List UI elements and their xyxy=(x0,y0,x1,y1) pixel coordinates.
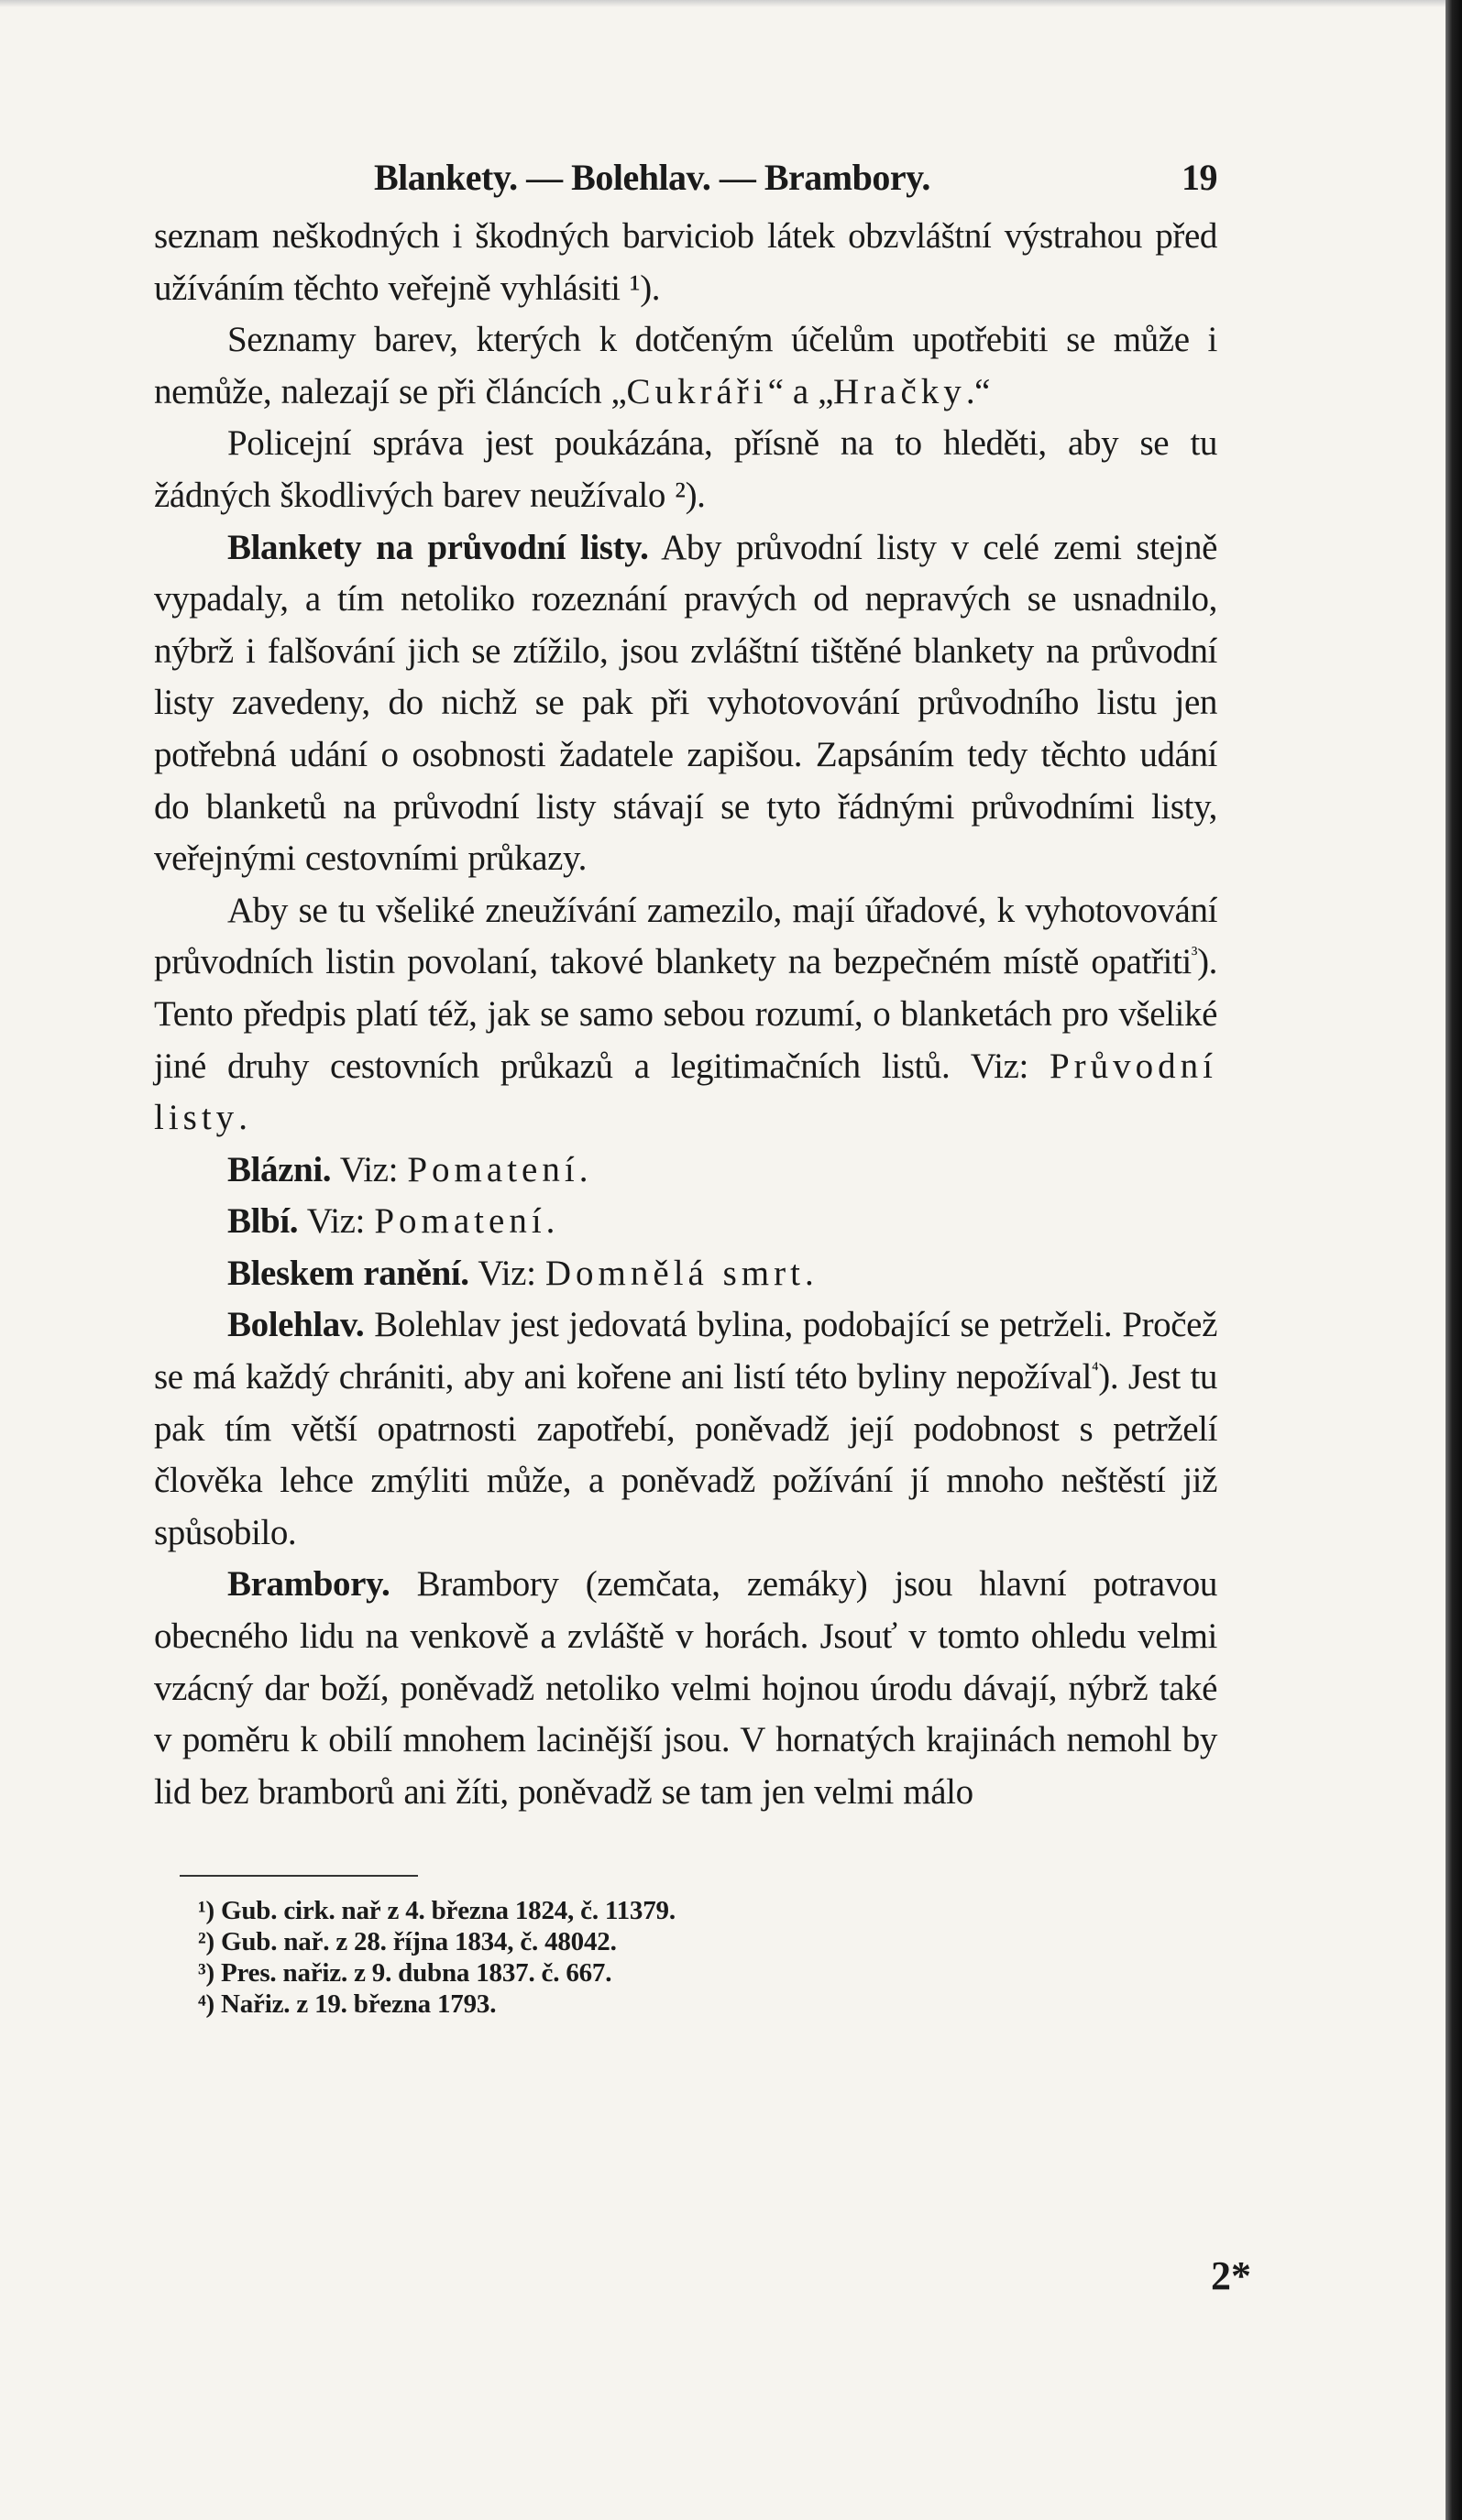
headword-blbi: Blbí. xyxy=(227,1201,299,1242)
footnote-mark: ³) xyxy=(198,1958,214,1989)
page-right-edge-shadow xyxy=(1446,0,1462,2520)
paragraph-2-connector: “ a „ xyxy=(767,371,834,411)
entry-blankety-text: Aby průvodní listy v celé zemi stejně vypadaly, a tím netoliko rozeznání pravých od nepravých se usnadnilo, nýbrž i falšování jich se ztížilo, jsou zvláštní tištěné blankety na průvodní listy zavedeny, do nichž se pak při vyhotovování průvodního listu jen potřebná udání o osobnosti žadatele zapišou. Zapsáním tedy těchto udání do blanketů na průvodní listy stávají se tyto řádnými průvodními listy, veřejnými cestovními průkazy. xyxy=(154,527,1217,879)
footnote-4 xyxy=(198,1989,1217,2020)
paragraph-2-text: Seznamy barev, kterých k dotčeným účelům upotřebiti se může i nemůže, nalezají se při článcích „ xyxy=(154,320,1217,411)
footnote-mark: ¹) xyxy=(198,1896,214,1926)
entry-bleskem-viz: Viz: xyxy=(478,1253,545,1293)
entry-blazni xyxy=(154,1145,1217,1197)
paragraph-3-text: Policejní správa jest poukázána, přísně na to hleděti, aby se tu žádných škodlivých barev neužívalo ²). xyxy=(154,423,1217,515)
entry-bolehlav-text-a: Bolehlav jest jedovatá bylina, podobající se petrželi. Pročež se má každý chrániti, aby ani kořene ani listí této byliny nepožíval xyxy=(154,1305,1217,1397)
headword-brambory: Brambory. xyxy=(227,1564,390,1605)
footnote-1 xyxy=(198,1895,1217,1926)
footnote-ref-4: ⁴ xyxy=(1091,1357,1099,1381)
crossref-cukrari: Cukráři xyxy=(626,371,768,411)
running-head-title: Blankety. — Bolehlav. — Brambory. xyxy=(374,157,930,198)
headword-bleskem-raneni: Bleskem ranění. xyxy=(227,1253,469,1293)
entry-blbi-viz: Viz: xyxy=(306,1201,375,1242)
entry-bleskem-end: . xyxy=(804,1253,814,1293)
entry-blazni-end: . xyxy=(578,1149,588,1189)
crossref-domnela-smrt: Domnělá smrt xyxy=(544,1253,805,1293)
headword-blazni: Blázni. xyxy=(227,1149,332,1189)
crossref-pruvodni-listy: Průvodní listy xyxy=(154,1046,1217,1138)
footnotes xyxy=(198,1895,1217,2020)
entry-blbi-end: . xyxy=(545,1201,555,1242)
crossref-pomateni-1: Pomatení xyxy=(407,1149,579,1189)
entry-bolehlav xyxy=(154,1299,1217,1559)
footnote-text: Gub. cirk. nař z 4. března 1824, č. 11379. xyxy=(221,1896,676,1926)
entry-bleskem-raneni xyxy=(154,1248,1217,1300)
paragraph-3 xyxy=(154,418,1217,521)
paragraph-5-text-a: Aby se tu všeliké zneužívání zamezilo, mají úřadové, k vyhotovování průvodních listin povolaní, takové blankety na bezpečném místě opatřiti xyxy=(154,890,1217,982)
running-head xyxy=(154,147,1217,202)
paragraph-5 xyxy=(154,885,1217,1145)
footnote-text: Nařiz. z 19. března 1793. xyxy=(221,1989,497,2020)
paragraph-1-text: seznam neškodných i škodných barviciob látek obzvláštní výstrahou před užíváním těchto veřejně vyhlásiti ¹). xyxy=(154,216,1217,308)
headword-blankety: Blankety na průvodní listy. xyxy=(227,527,649,567)
body-text xyxy=(154,211,1217,1818)
footnote-3 xyxy=(198,1957,1217,1989)
paragraph-2-end: .“ xyxy=(965,371,991,411)
footnote-2 xyxy=(198,1926,1217,1957)
entry-brambory xyxy=(154,1559,1217,1818)
footnote-mark: ²) xyxy=(198,1927,214,1957)
entry-brambory-text: Brambory (zemčata, zemáky) jsou hlavní potravou obecného lidu na venkově a zvláště v horách. Jsouť v tomto ohledu velmi vzácný dar boží, poněvadž netoliko velmi hojnou úrodu dávají, nýbrž také v poměru k obilí mnohem lacinější jsou. V hornatých krajinách nemohl by lid bez bramborů ani žíti, poněvadž se tam jen velmi málo xyxy=(154,1564,1218,1812)
footnote-text: Pres. nařiz. z 9. dubna 1837. č. 667. xyxy=(221,1958,612,1989)
paragraph-5-end: . xyxy=(238,1098,247,1138)
book-page xyxy=(154,147,1217,2020)
entry-blbi xyxy=(154,1196,1217,1248)
paragraph-5-text-b: ). Tento předpis platí též, jak se samo sebou rozumí, o blanketách pro všeliké jiné druhy cestovních průkazů a legitimačních listů. Viz: xyxy=(154,942,1217,1086)
footnote-mark: ⁴) xyxy=(198,1989,214,2020)
crossref-pomateni-2: Pomatení xyxy=(374,1201,546,1242)
entry-blankety xyxy=(154,522,1217,885)
entry-bolehlav-text-b: ). Jest tu pak tím větší opatrnosti zapotřebí, poněvadž její podobnost s petrželí člověka lehce zmýliti může, a poněvadž požívání jí mnoho neštěstí již spůsobilo. xyxy=(154,1357,1217,1552)
footnote-text: Gub. nař. z 28. října 1834, č. 48042. xyxy=(221,1927,617,1957)
page-number: 19 xyxy=(1182,157,1217,198)
paragraph-1 xyxy=(154,211,1217,314)
page-top-shadow xyxy=(0,0,1462,7)
footnote-ref-3: ³ xyxy=(1191,942,1198,966)
signature-mark: 2* xyxy=(1211,2253,1251,2298)
footnote-rule xyxy=(180,1875,418,1877)
entry-blazni-viz: Viz: xyxy=(339,1149,408,1189)
crossref-hracky: Hračky xyxy=(833,371,966,411)
headword-bolehlav: Bolehlav. xyxy=(227,1305,365,1345)
paragraph-2 xyxy=(154,314,1217,418)
